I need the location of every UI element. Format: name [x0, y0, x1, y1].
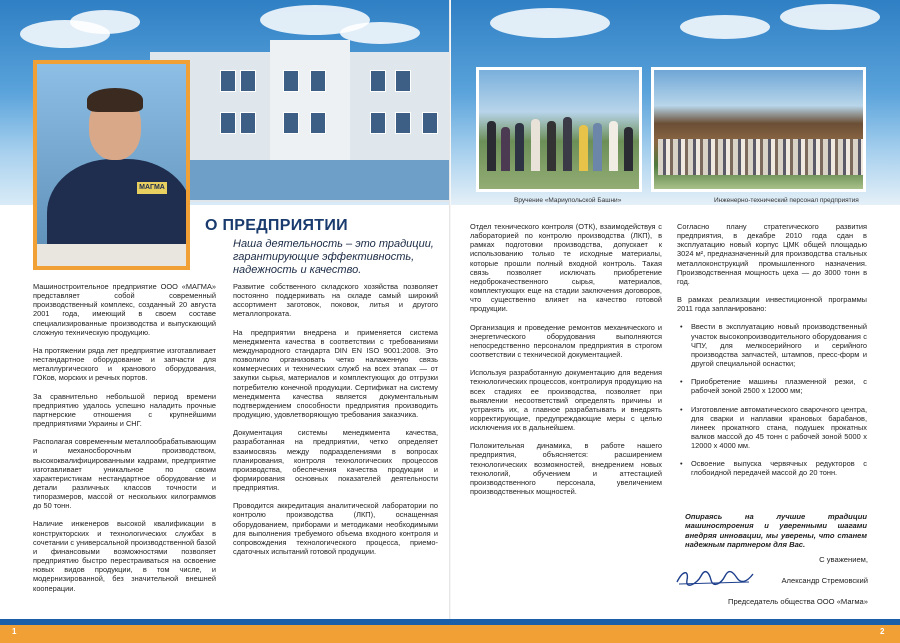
award-photo	[476, 67, 642, 192]
page-subtitle: Наша деятельность – это традиции, гарантирующие эффективность, надежность и качество.	[233, 238, 434, 276]
page-number-right: 2	[880, 627, 885, 636]
col1-paragraph: Машиностроительное предприятие ООО «МАГМА» представляет собой современный производственный комплекс, созданный 20 августа 2001 года, имеющий в своем составе специализированные производства и выпускающий сложную техническую продукцию.	[33, 282, 216, 337]
list-item: • Ввести в эксплуатацию новый производственный участок высокопроизводительного оборудования с ЧПУ, для мелкосерийного и серийного производства запчастей, штампов, пресс-форм и другой специальной оснастки;	[677, 322, 867, 368]
factory-building-photo	[150, 40, 450, 200]
col3-paragraph: Положительная динамика, в работе нашего предприятия, объясняется: расширением технологических возможностей, внедрением новых технологий, обучением и аттестацией производственного персонала, увеличением производственных мощностей.	[470, 441, 662, 497]
text-column-2	[233, 282, 438, 565]
text-column-1	[33, 282, 216, 602]
footer-orange-band	[0, 625, 900, 643]
col2-paragraph: Проводится аккредитация аналитической лаборатории по контролю производства (ЛКП), оснащенная оборудованием, приборами и методиками необходимыми для выполнения требуемого объема входного контроля и сопровождения технологического процесса, приемо-сдаточных испытаний готовой продукции.	[233, 501, 438, 557]
signer-name: Александр Стремовский	[781, 576, 868, 585]
list-item: • Приобретение машины плазменной резки, с рабочей зоной 2500 x 12000 мм;	[677, 377, 867, 395]
page-title: О ПРЕДПРИЯТИИ	[205, 217, 348, 234]
regards-text: С уважением,	[819, 555, 868, 564]
signer-title: Председатель общества ООО «Магма»	[727, 597, 868, 606]
col3-paragraph: Организация и проведение ремонтов механического и энергетического оборудования выполняются непосредственно персоналом предприятия в строгом соответствии с технической документацией.	[470, 322, 662, 360]
list-item: • Изготовление автоматического сварочного центра, для сварки и наплавки крановых барабанов, линеек прокатного стана, подушек прокатных валков массой до 45 тонн с рабочей зоной 5000 x 12000 x 4000 мм.	[677, 405, 867, 451]
portrait-badge: МАГМА	[137, 182, 167, 194]
col3-paragraph: Отдел технического контроля (ОТК), взаимодействуя с лабораторией по контролю производства (ЛКП), в рамках подготовки производства, допускает к использованию только те исходные материалы, которые прошли полный входной контроль. Такая связь позволяет исключать приобретение недоброкачественного сырья, материалов, комплектующих еще на стадии заключения договоров, что существенно влияет на качество готовой продукции.	[470, 222, 662, 314]
photo2-caption: Инженерно-технический персонал предприятия	[714, 197, 859, 204]
list-item: • Освоение выпуска червячных редукторов с глобоидной передачей массой до 20 тонн.	[677, 459, 867, 477]
col1-paragraph: На протяжении ряда лет предприятие изготавливает нестандартное оборудование и запчасти для металлургического и кранового оборудования, ГОКов, морских и речных портов.	[33, 345, 216, 383]
page-gutter	[449, 0, 451, 625]
col3-paragraph: Используя разработанную документацию для ведения технологических процессов, контролируя продукцию на всех стадиях ее производства, позволяет при выявлении несоответствий определять причины и устранять их, а главное разрабатывать и внедрять корректирующие, предупреждающие меры с целью исключения их в дальнейшем.	[470, 368, 662, 433]
col2-paragraph: На предприятии внедрена и применяется система менеджмента качества в соответствии с требованиями международного стандарта DIN EN ISO 9001:2008. Это позволило организовать четко налаженную связь коммерческих и технических служб на всех этапах — от закупки сырья, материалов и комплектующих до отгрузки потребителю конечной продукции. Сертификат на систему менеджмента качества является документальным подтверждением способности предприятия производить продукцию, удовлетворяющую требования заказчика.	[233, 327, 438, 420]
handwritten-signature	[675, 566, 755, 588]
director-portrait	[33, 60, 190, 270]
col1-paragraph: Наличие инженеров высокой квалификации в конструкторских и технологических службах в сочетании с универсальной производственной базой и финансовыми возможностями позволяет предприятию быстро перестраиваться на освоение новых видов продукции, в том числе, и модернизированной, без значительной внешней кооперации.	[33, 519, 216, 593]
text-column-3	[470, 222, 662, 505]
col2-paragraph: Документация системы менеджмента качества, разработанная на предприятии, четко определяет взаимосвязь между подразделениями в вопросах планирования, контроля технологических процессов производства, обеспечения качества продукции и формирования основных показателей деятельности предприятия.	[233, 428, 438, 493]
col1-paragraph: За сравнительно небольшой период времени предприятию удалось успешно наладить прочные партнерские отношения с крупнейшими предприятиями Украины и СНГ.	[33, 391, 216, 429]
photo1-caption: Вручение «Мариупольской Башни»	[514, 197, 622, 204]
text-column-4	[677, 222, 867, 487]
col4-intro: Согласно плану стратегического развития предприятия, в декабре 2010 года сдан в эксплуатацию новый корпус ЦМК общей площадью 3024 м², предназначенный для производства стальных металлоконструкций промышленного назначения. Производственная мощность цеха — до 3000 тонн в год.	[677, 222, 867, 286]
col4-plan-header: В рамках реализации инвестиционной программы 2011 года запланировано:	[677, 295, 867, 314]
page-number-left: 1	[12, 627, 17, 636]
investment-plan-list	[677, 322, 867, 477]
col2-paragraph: Развитие собственного складского хозяйства позволяет постоянно поддерживать на складе самый широкий ассортимент заготовок, поковок, литья и другого металлопроката.	[233, 282, 438, 319]
staff-photo	[651, 67, 866, 192]
closing-statement: Опираясь на лучшие традиции машиностроения и уверенными шагами внедряя инновации, мы уверены, что станем надежным партнером для Вас.	[685, 512, 867, 550]
col1-paragraph: Располагая современным металлообрабатывающим и механосборочным производством, высококвалифицированными кадрами, предприятие изготавливает уникальное по своим характеристикам нестандартное оборудование и детали различных классов точности и типоразмеров, массой от нескольких килограммов до 50 тонн.	[33, 437, 216, 511]
